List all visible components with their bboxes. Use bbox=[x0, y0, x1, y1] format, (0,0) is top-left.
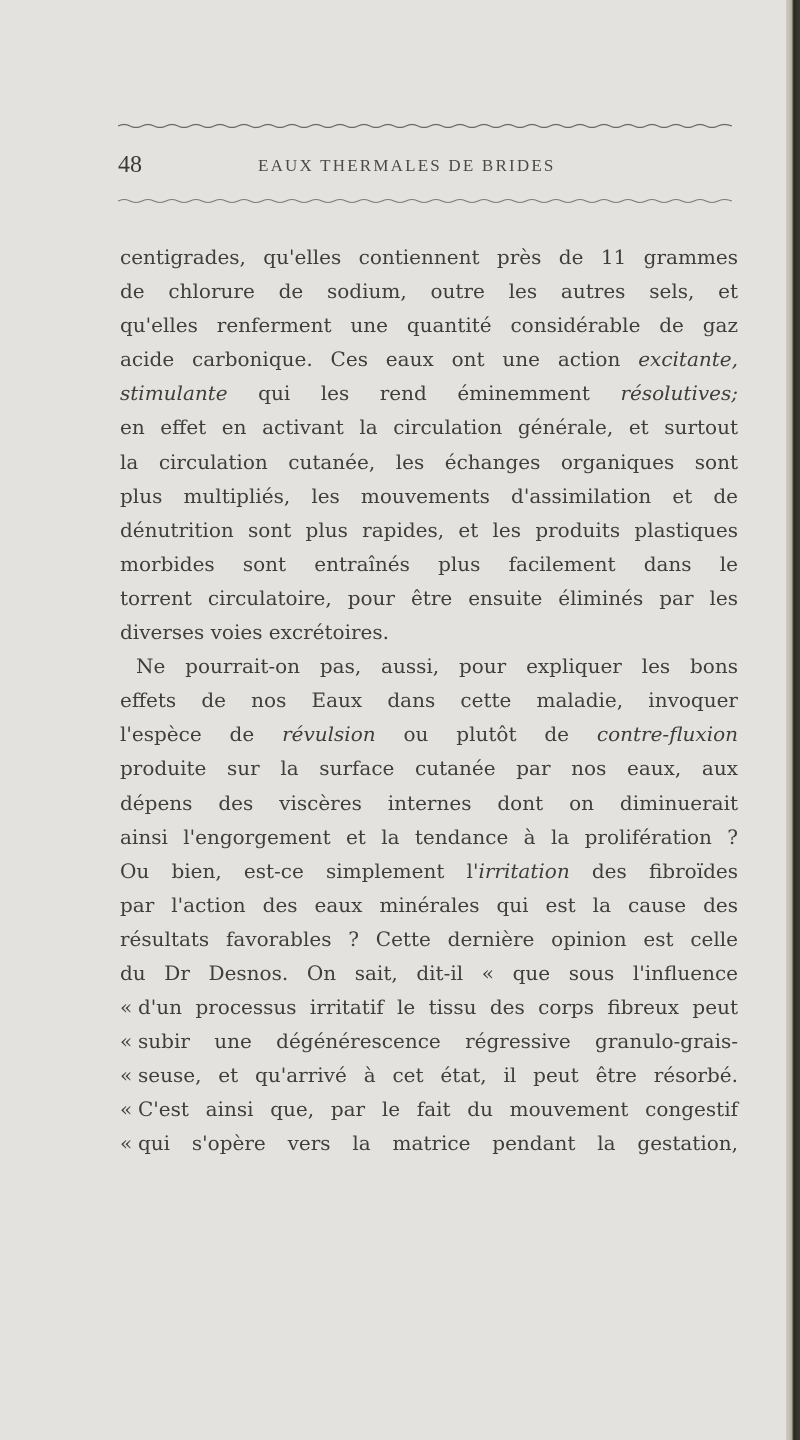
text-line: la circulation cutanée, les échanges organiques sont bbox=[120, 449, 738, 474]
italic-term: contre-fluxion bbox=[596, 722, 739, 747]
text-run: subir une dégénérescence régressive granulo-grais- bbox=[138, 1029, 738, 1054]
quote-mark: « bbox=[120, 1097, 133, 1122]
italic-term: stimulante bbox=[120, 381, 228, 406]
text-run: qui les rend éminemment bbox=[227, 381, 621, 406]
body-text bbox=[120, 240, 738, 1161]
text-line bbox=[120, 1058, 738, 1092]
text-line: de chlorure de sodium, outre les autres sels, et bbox=[120, 279, 738, 304]
text-run: seuse, et qu'arrivé à cet état, il peut être résorbé. bbox=[138, 1063, 738, 1088]
text-line: résultats favorables ? Cette dernière opinion est celle bbox=[120, 926, 738, 951]
text-line: effets de nos Eaux dans cette maladie, invoquer bbox=[120, 688, 738, 713]
text-run: d'un processus irritatif le tissu des corps fibreux peut bbox=[138, 995, 738, 1020]
text-run: Ou bien, est-ce simplement l' bbox=[120, 858, 479, 883]
text-line: morbides sont entraînés plus facilement dans le bbox=[120, 551, 738, 576]
italic-term: révulsion bbox=[282, 722, 376, 747]
italic-term: résolutives; bbox=[620, 381, 738, 406]
text-line: dénutrition sont plus rapides, et les produits plastiques bbox=[120, 517, 738, 542]
text-line: diverses voies excrétoires. bbox=[120, 620, 390, 645]
text-line bbox=[120, 1024, 738, 1058]
text-run: qui s'opère vers la matrice pendant la gestation, bbox=[138, 1131, 738, 1156]
text-line: produite sur la surface cutanée par nos eaux, aux bbox=[120, 756, 738, 781]
running-title: EAUX THERMALES DE BRIDES bbox=[258, 156, 556, 175]
text-line: qu'elles renferment une quantité considérable de gaz bbox=[120, 313, 738, 338]
text-line bbox=[120, 717, 738, 751]
header-top-rule bbox=[118, 122, 732, 130]
quote-mark: « bbox=[120, 1029, 133, 1054]
text-run: des fibroïdes bbox=[569, 858, 738, 883]
text-line: en effet en activant la circulation générale, et surtout bbox=[120, 415, 738, 440]
text-line bbox=[120, 990, 738, 1024]
header-bottom-rule bbox=[118, 197, 732, 205]
text-line: ainsi l'engorgement et la tendance à la prolifération ? bbox=[120, 824, 738, 849]
text-line: par l'action des eaux minérales qui est la cause des bbox=[120, 892, 738, 917]
italic-term: irritation bbox=[478, 858, 570, 883]
page-edge-shadow bbox=[786, 0, 800, 1440]
text-line bbox=[120, 342, 738, 376]
text-run: C'est ainsi que, par le fait du mouvement congestif bbox=[138, 1097, 738, 1122]
running-head bbox=[118, 152, 732, 182]
text-run: l'espèce de bbox=[120, 722, 283, 747]
text-line bbox=[120, 1092, 738, 1126]
text-line: dépens des viscères internes dont on diminuerait bbox=[120, 790, 738, 815]
text-line: plus multipliés, les mouvements d'assimilation et de bbox=[120, 483, 738, 508]
page-number: 48 bbox=[118, 152, 142, 178]
quote-mark: « bbox=[120, 1131, 133, 1156]
text-line bbox=[120, 854, 738, 888]
text-line bbox=[120, 1126, 738, 1160]
text-line: torrent circulatoire, pour être ensuite éliminés par les bbox=[120, 585, 738, 610]
italic-term: excitante, bbox=[638, 347, 738, 372]
quote-mark: « bbox=[120, 1063, 133, 1088]
text-line bbox=[120, 376, 738, 410]
text-line: du Dr Desnos. On sait, dit-il « que sous l'influence bbox=[120, 960, 738, 985]
text-line: centigrades, qu'elles contiennent près de 11 grammes bbox=[120, 245, 738, 269]
text-run: ou plutôt de bbox=[375, 722, 597, 747]
text-line: Ne pourrait-on pas, aussi, pour expliquer les bons bbox=[136, 654, 738, 679]
quote-mark: « bbox=[120, 995, 133, 1020]
text-run: acide carbonique. Ces eaux ont une action bbox=[120, 347, 639, 372]
